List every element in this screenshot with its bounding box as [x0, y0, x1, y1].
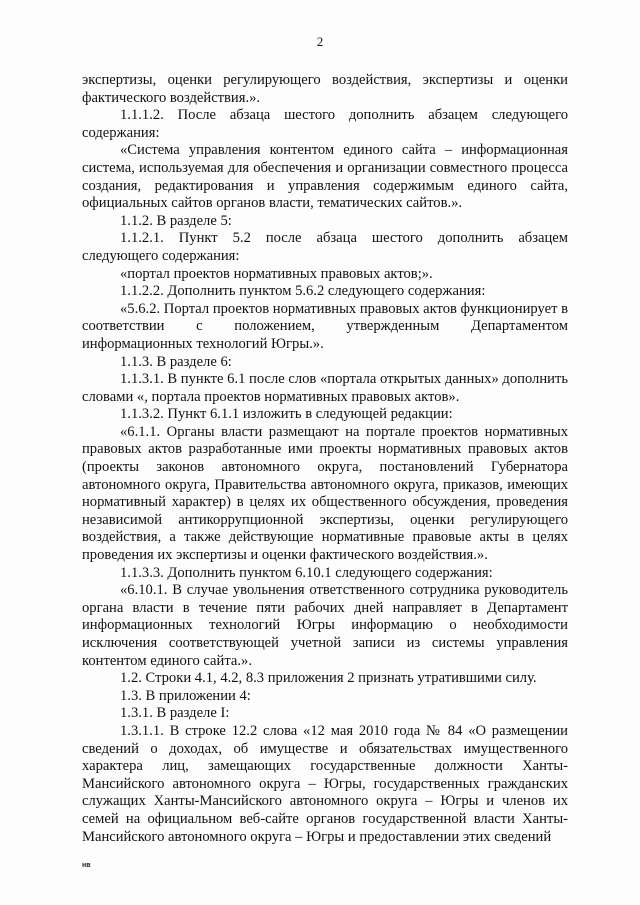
page-number: 2 [316, 34, 324, 49]
paragraph-1-1-2: 1.1.2. В разделе 5: [120, 212, 232, 229]
paragraph-1-3-1: 1.3.1. В разделе I: [120, 705, 230, 722]
paragraph-1-3-1-1: 1.3.1.1. В строке 12.2 слова «12 мая 2010 года № 84 «О размещении сведений о доходах, об имуществе и обязательствах имущественного характера лиц, замещающих государственные должности Ханты-Мансийского автономного округа – Югры, государственных гражданских служащих Ханты-Мансийского автономного округа – Югры и членов их семей на официальном веб-сайте органов государственной власти Ханты-Мансийского автономного округа – Югры и предоставлении этих сведений [82, 722, 568, 845]
paragraph-quote-6-10-1: «6.10.1. В случае увольнения ответственного сотрудника руководитель органа власти в течение пяти рабочих дней направляет в Департамент информационных технологий Югры информацию о необходимости исключения соответствующей учетной записи из системы управления контентом единого сайта.». [82, 582, 568, 669]
document-body [82, 72, 568, 846]
paragraph-1-3: 1.3. В приложении 4: [120, 687, 251, 704]
paragraph-quote-5-6-2: «5.6.2. Портал проектов нормативных правовых актов функционирует в соответствии с положением, утвержденным Департаментом информационных технологий Югры.». [82, 300, 568, 352]
paragraph-1-1-3-3: 1.1.3.3. Дополнить пунктом 6.10.1 следующего содержания: [120, 564, 493, 581]
paragraph-1-1-3: 1.1.3. В разделе 6: [120, 353, 232, 370]
paragraph-1-1-2-1: 1.1.2.1. Пункт 5.2 после абзаца шестого дополнить абзацем следующего содержания: [82, 230, 568, 264]
paragraph-quote-6-1-1: «6.1.1. Органы власти размещают на портале проектов нормативных правовых актов разработанные ими проекты нормативных правовых актов (проекты законов автономного округа, постановлений Губернатора автономного округа, Правительства автономного округа, приказов, имеющих нормативный характер) в целях их общественного обсуждения, проведения независимой антикоррупционной экспертизы, оценки регулирующего воздействия, а также действующие нормативные правовые акты в целях проведения их экспертизы и оценки фактического воздействия.». [82, 423, 568, 564]
footer-initials: нв [82, 862, 91, 869]
paragraph-1-2: 1.2. Строки 4.1, 4.2, 8.3 приложения 2 признать утратившими силу. [120, 670, 537, 687]
paragraph-1-1-1-2: 1.1.1.2. После абзаца шестого дополнить абзацем следующего содержания: [82, 107, 568, 141]
paragraph-1-1-3-2: 1.1.3.2. Пункт 6.1.1 изложить в следующей редакции: [120, 406, 453, 423]
paragraph-continuation: экспертизы, оценки регулирующего воздействия, экспертизы и оценки фактического воздействия.». [82, 72, 568, 106]
paragraph-1-1-3-1: 1.1.3.1. В пункте 6.1 после слов «портала открытых данных» дополнить словами «, портала проектов нормативных правовых актов». [82, 371, 568, 405]
paragraph-quote-portal: «портал проектов нормативных правовых актов;». [120, 265, 433, 282]
paragraph-quote-content-system: «Система управления контентом единого сайта – информационная система, используемая для обеспечения и организации совместного процесса создания, редактирования и управления содержимым единого сайта, официальных сайтов органов власти, тематических сайтов.». [82, 142, 568, 212]
paragraph-1-1-2-2: 1.1.2.2. Дополнить пунктом 5.6.2 следующего содержания: [120, 283, 486, 300]
